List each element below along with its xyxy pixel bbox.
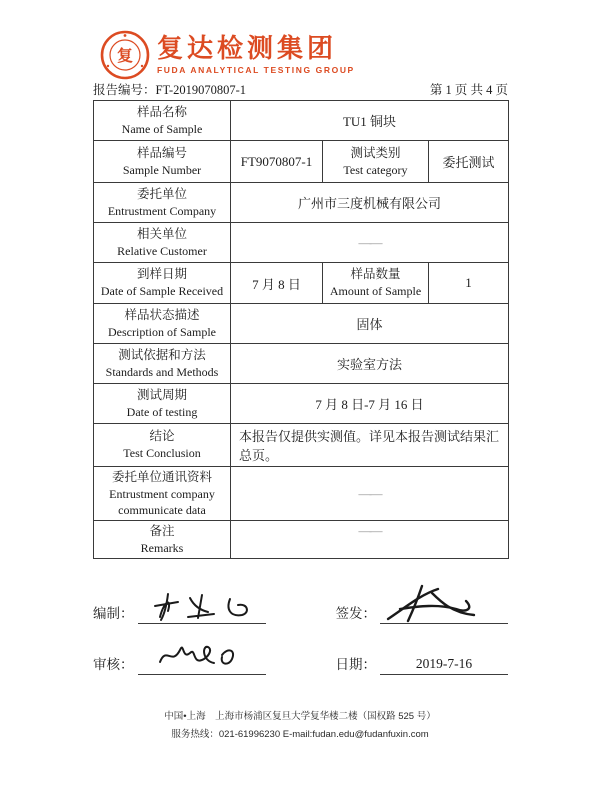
row-value: 广州市三度机械有限公司 xyxy=(231,183,509,223)
row-value: —— xyxy=(231,223,509,263)
issued-by xyxy=(336,583,509,624)
table-row xyxy=(94,263,509,304)
report-number: 报告编号：FT-2019070807-1 xyxy=(93,83,247,97)
row-value: FT9070807-1 xyxy=(231,141,323,183)
reviewed-label: 审核： xyxy=(93,657,134,672)
footer-contact: 服务热线：021-61996230 E-mail:fudan.edu@fudanfuxin.com xyxy=(171,728,429,740)
row-label: 样品名称 Name of Sample xyxy=(94,101,231,141)
table-row xyxy=(94,467,509,521)
table-row xyxy=(94,183,509,223)
row-label: 到样日期 Date of Sample Received xyxy=(94,263,231,304)
issued-label: 签发： xyxy=(335,606,376,621)
table-row xyxy=(94,424,509,467)
brand-name-en: FUDA ANALYTICAL TESTING GROUP xyxy=(157,64,355,75)
row-value: —— xyxy=(231,467,509,521)
meta-line xyxy=(93,80,508,98)
row-label-2: 样品数量 Amount of Sample xyxy=(323,263,429,304)
prepared-label: 编制： xyxy=(93,606,134,621)
row-value: 实验室方法 xyxy=(231,344,509,384)
reviewed-by xyxy=(93,634,266,675)
fuda-seal-icon xyxy=(100,30,150,80)
table-row xyxy=(94,521,509,559)
row-label: 委托单位通讯资料 Entrustment company communicate data xyxy=(94,467,231,521)
prepared-signature-line xyxy=(138,583,266,624)
prepared-by xyxy=(93,583,266,624)
svg-text:复: 复 xyxy=(116,48,134,65)
row-label-2: 测试类别 Test category xyxy=(323,141,429,183)
issued-signature xyxy=(380,581,508,627)
row-value: 7 月 8 日-7 月 16 日 xyxy=(231,384,509,424)
date-line xyxy=(380,634,508,675)
footer xyxy=(0,708,600,743)
row-value: 固体 xyxy=(231,304,509,344)
row-value: TU1 铜块 xyxy=(231,101,509,141)
date-signed xyxy=(336,634,509,675)
footer-address: 中国•上海 上海市杨浦区复旦大学复华楼二楼（国权路 525 号） xyxy=(164,711,436,722)
table-row xyxy=(94,141,509,183)
date-value: 2019-7-16 xyxy=(415,656,473,671)
reviewed-signature-line xyxy=(138,634,266,675)
row-label: 结论 Test Conclusion xyxy=(94,424,231,467)
issued-signature-line xyxy=(380,583,508,624)
row-value-2: 1 xyxy=(429,263,509,304)
reviewed-signature xyxy=(138,636,266,678)
row-value-2: 委托测试 xyxy=(429,141,509,183)
row-value: 本报告仅提供实测值。详见本报告测试结果汇总页。 xyxy=(231,424,509,467)
row-label: 样品状态描述 Description of Sample xyxy=(94,304,231,344)
page-indicator: 第 1 页 共 4 页 xyxy=(429,83,508,97)
row-value: —— xyxy=(231,521,509,559)
brand-text xyxy=(157,35,355,74)
brand-name-zh: 复达检测集团 xyxy=(157,33,338,64)
row-label: 测试周期 Date of testing xyxy=(94,384,231,424)
date-label: 日期： xyxy=(335,657,376,672)
table-row xyxy=(94,304,509,344)
row-label: 样品编号 Sample Number xyxy=(94,141,231,183)
prepared-signature xyxy=(138,587,266,627)
signature-section xyxy=(93,583,508,675)
row-label: 委托单位 Entrustment Company xyxy=(94,183,231,223)
sample-info-table xyxy=(93,100,509,559)
row-label: 测试依据和方法 Standards and Methods xyxy=(94,344,231,384)
table-row xyxy=(94,223,509,263)
row-value: 7 月 8 日 xyxy=(231,263,323,304)
table-row xyxy=(94,384,509,424)
row-label: 备注 Remarks xyxy=(94,521,231,559)
table-row xyxy=(94,344,509,384)
brand-header xyxy=(100,30,355,80)
table-row xyxy=(94,101,509,141)
row-label: 相关单位 Relative Customer xyxy=(94,223,231,263)
